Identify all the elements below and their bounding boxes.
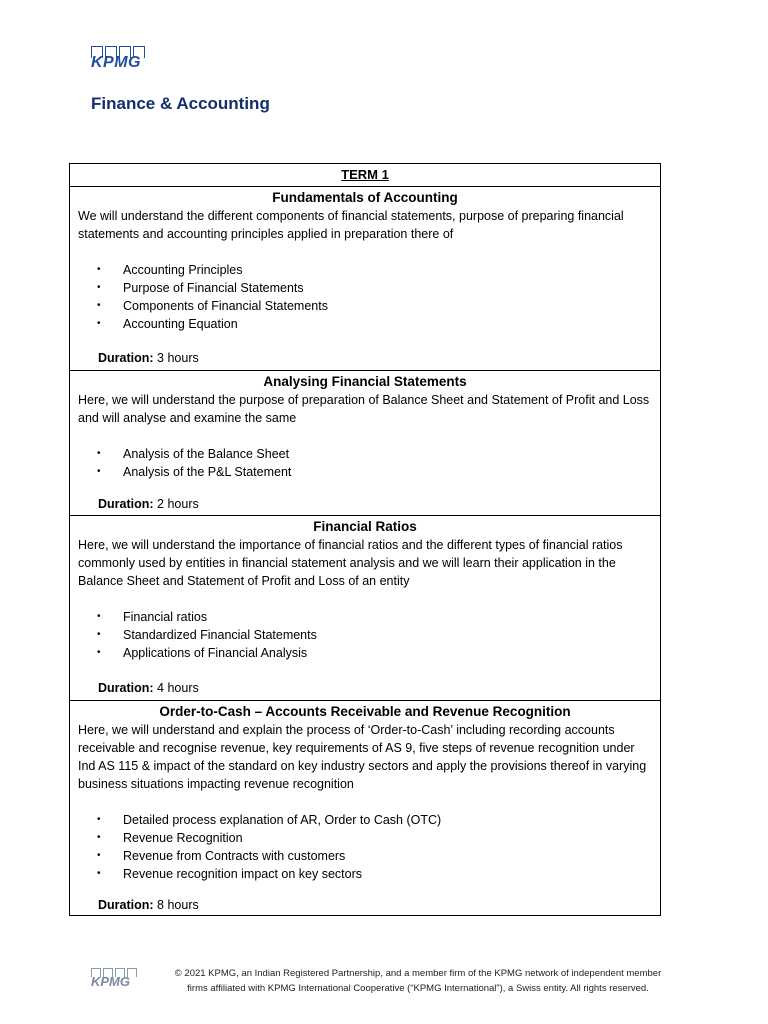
section-title: Financial Ratios	[313, 519, 417, 534]
section-row	[70, 516, 660, 701]
duration	[98, 680, 199, 696]
list-item: • Accounting Equation	[70, 315, 660, 333]
list-item: • Revenue recognition impact on key sectors	[70, 865, 660, 883]
list-item: • Standardized Financial Statements	[70, 626, 660, 644]
list-item: • Components of Financial Statements	[70, 297, 660, 315]
kpmg-logo	[91, 46, 149, 72]
copyright-notice: © 2021 KPMG, an Indian Registered Partnership, and a member firm of the KPMG network of independent member firms affiliated with KPMG International Cooperative (“KPMG International”), a Swiss entity. All rights reserved.	[174, 968, 662, 994]
section-title: Analysing Financial Statements	[263, 374, 467, 389]
list-item: • Analysis of the P&L Statement	[70, 463, 660, 481]
section-row	[70, 701, 660, 915]
section-description: We will understand the different components of financial statements, purpose of preparing financial statements and accounting principles applied in preparation there of	[78, 209, 624, 241]
duration-label: Duration:	[98, 681, 154, 695]
course-table	[69, 163, 661, 916]
section-title: Fundamentals of Accounting	[272, 190, 458, 205]
duration-value: 2 hours	[153, 497, 199, 511]
topic-list	[70, 811, 660, 883]
duration	[98, 350, 199, 366]
list-item: • Revenue Recognition	[70, 829, 660, 847]
list-item: • Purpose of Financial Statements	[70, 279, 660, 297]
duration-label: Duration:	[98, 898, 154, 912]
section-title: Order-to-Cash – Accounts Receivable and Revenue Recognition	[159, 704, 571, 719]
list-item: • Applications of Financial Analysis	[70, 644, 660, 662]
topic-list	[70, 608, 660, 662]
topic-list	[70, 445, 660, 481]
topic-list	[70, 261, 660, 333]
list-item: • Accounting Principles	[70, 261, 660, 279]
footer-logo-text: KPMG	[91, 974, 130, 989]
duration-value: 8 hours	[153, 898, 199, 912]
page-title: Finance & Accounting	[91, 94, 270, 113]
duration	[98, 496, 199, 512]
section-description: Here, we will understand the importance of financial ratios and the different types of financial ratios commonly used by entities in financial statement analysis and we will learn their application in the Balance Sheet and Statement of Profit and Loss of an entity	[78, 538, 623, 588]
list-item: • Financial ratios	[70, 608, 660, 626]
duration-label: Duration:	[98, 351, 154, 365]
footer-kpmg-logo	[91, 968, 139, 990]
section-description: Here, we will understand the purpose of preparation of Balance Sheet and Statement of Profit and Loss and will analyse and examine the same	[78, 393, 650, 425]
duration-label: Duration:	[98, 497, 154, 511]
duration-value: 4 hours	[153, 681, 199, 695]
kpmg-logo-text: KPMG	[91, 54, 141, 71]
list-item: • Detailed process explanation of AR, Order to Cash (OTC)	[70, 811, 660, 829]
list-item: • Revenue from Contracts with customers	[70, 847, 660, 865]
duration-value: 3 hours	[153, 351, 199, 365]
section-description: Here, we will understand and explain the process of ‘Order-to-Cash’ including recording accounts receivable and recognise revenue, key requirements of AS 9, five steps of revenue recognition under Ind AS 115 & impact of the standard on key industry sectors and apply the provisions thereof in varying business situations impacting revenue recognition	[78, 723, 647, 791]
list-item: • Analysis of the Balance Sheet	[70, 445, 660, 463]
section-row	[70, 371, 660, 516]
section-row	[70, 187, 660, 371]
term-header-row	[70, 164, 660, 187]
term-heading: TERM 1	[341, 167, 389, 182]
duration	[98, 897, 199, 913]
